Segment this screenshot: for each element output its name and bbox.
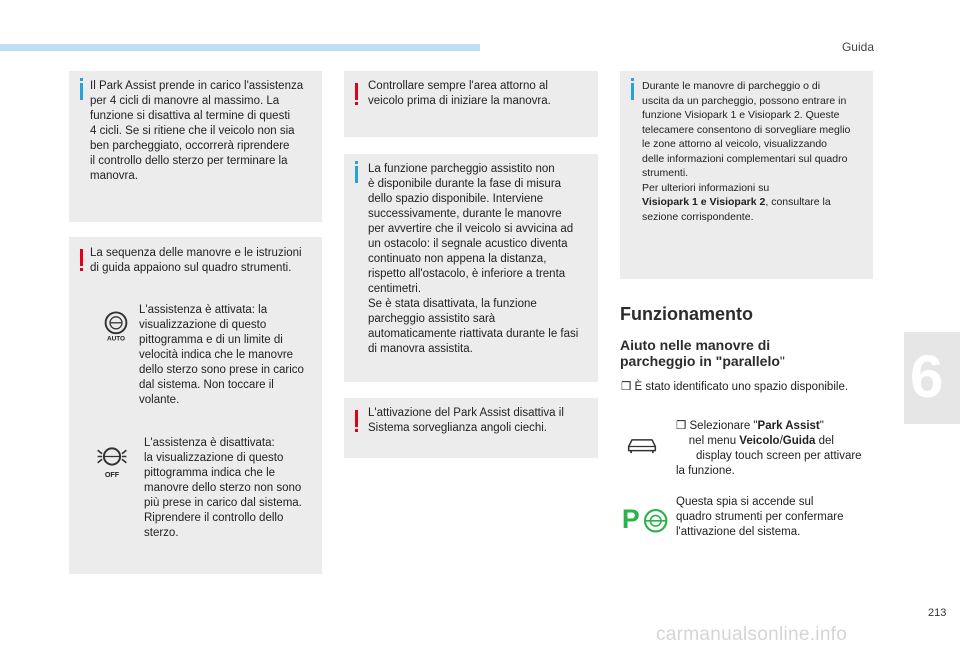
steering-off-icon (94, 443, 130, 479)
off-description: L'assistenza è disattivata: la visualizzazione di questo pittogramma indica che le manovre dello sterzo non sono più prese in carico dal sistema. Riprendere il controllo dello sterzo. (144, 437, 302, 539)
warning-note-maneuver-display (69, 237, 322, 574)
warning-icon (80, 249, 83, 266)
warning-text: Controllare sempre l'area attorno al veicolo prima di iniziare la manovra. (368, 80, 551, 107)
warning-icon (355, 410, 358, 427)
park-assist-lamp-icon (620, 503, 670, 535)
lamp-letter: P (621, 503, 640, 534)
info-text: La funzione parcheggio assistito non è disponibile durante la fase di misura dello spazio disponibile. Interviene successivamente, durante le manovre per avvertire che il veicolo si avvicina ad un ostacolo: il segnale acustico diventa continuato non appena la distanza, rispetto all'ostacolo, è inferiore a trenta centimetri. Se è stata disattivata, la funzione parcheggio assistito sarà automaticamente riattivata durante le fasi di manovra assistita. (368, 163, 579, 355)
section-header: Guida (841, 40, 874, 54)
warning-note-check-area (344, 71, 598, 137)
info-note-park-assist-cycles (69, 71, 322, 222)
auto-description: L'assistenza è attivata: la visualizzazione di questo pittogramma e di un limite di velocità indica che le manovre dello sterzo sono prese in carico dal sistema. Non toccare il volante. (139, 304, 304, 406)
info-note-visiopark (620, 71, 873, 279)
off-label: OFF (104, 470, 120, 479)
warning-note-blind-spot (344, 398, 598, 458)
chapter-number: 6 (910, 343, 944, 410)
auto-label: AUTO (107, 335, 125, 342)
info-note-parking-sensors (344, 154, 598, 382)
note-text: Il Park Assist prende in carico l'assistenza per 4 cicli di manovre al massimo. La funzione si disattiva al termine di questi 4 cicli. Se si ritiene che il veicolo non sia ben parcheggiato, occorrerà riprendere il controllo dello sterzo per terminare la manovra. (90, 80, 304, 182)
step-space-identified: ❒ È stato identificato uno spazio disponibile. (621, 381, 849, 393)
info-icon (631, 83, 634, 100)
subsection-heading: Aiuto nelle manovre di parcheggio in "parallelo" (620, 337, 785, 369)
info-text: Durante le manovre di parcheggio o di uscita da un parcheggio, possono entrare in funzione Visiopark 1 e Visiopark 2. Queste telecamere consentono di sorvegliare meglio le zone attorno al veicolo, visualizzando delle informazioni complementari sul quadro strumenti. Per ulteriori informazioni su Visiopark 1 e Visiopark 2, consultare la sezione corrispondente. (642, 80, 851, 223)
car-menu-icon (625, 434, 659, 454)
page-number: 213 (928, 607, 947, 619)
steering-auto-icon (100, 310, 132, 342)
section-heading: Funzionamento (620, 304, 753, 324)
warning-text: L'attivazione del Park Assist disattiva il Sistema sorveglianza angoli ciechi. (368, 407, 564, 434)
info-icon (355, 166, 358, 183)
warning-icon (355, 83, 358, 100)
info-icon (80, 83, 83, 100)
top-color-bar (0, 44, 480, 51)
watermark: carmanualsonline.info (656, 624, 848, 645)
warning-text: La sequenza delle manovre e le istruzioni di guida appaiono sul quadro strumenti. (90, 247, 302, 274)
lamp-description: Questa spia si accende sul quadro strumenti per confermare l'attivazione del sistema. (676, 496, 844, 538)
chapter-tab (904, 332, 960, 424)
step-select-park-assist: ❒ Selezionare "Park Assist" nel menu Veicolo/Guida del display touch screen per attivare la funzione. (676, 420, 862, 477)
